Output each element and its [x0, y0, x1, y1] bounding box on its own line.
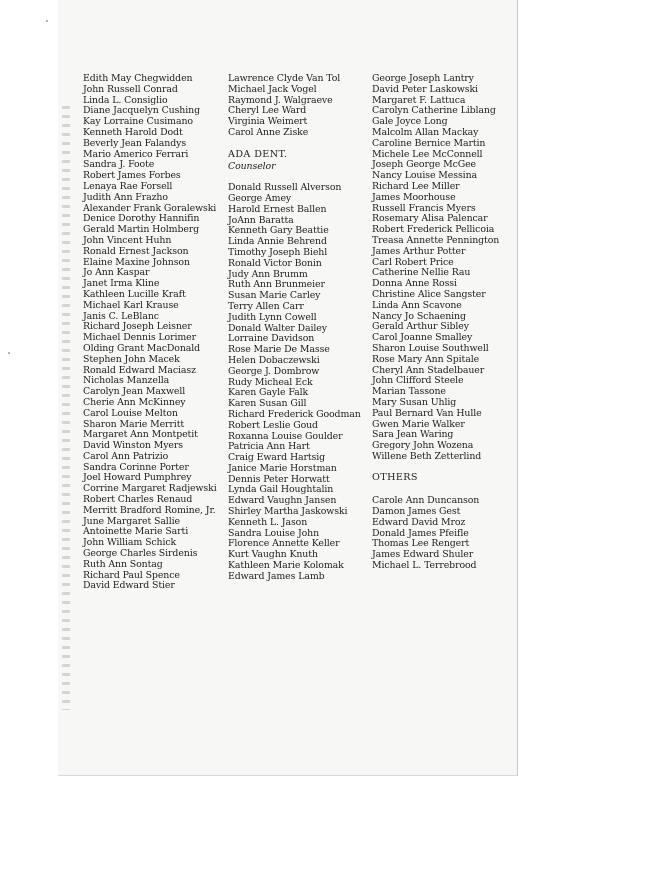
- name-entry: Mary Susan Uhlig: [372, 396, 457, 408]
- name-entry: Lorraine Davidson: [228, 333, 315, 345]
- name-entry: Michael Karl Krause: [83, 299, 179, 311]
- name-entry: JoAnn Baratta: [228, 214, 294, 226]
- name-entry: Christine Alice Sangster: [372, 288, 486, 300]
- name-entry: Roxanna Louise Goulder: [228, 430, 343, 442]
- name-entry: Alexander Frank Goralewski: [83, 202, 217, 214]
- name-entry: Janet Irma Kline: [83, 278, 160, 290]
- names-column-2: [228, 74, 361, 583]
- name-entry: Robert James Forbes: [83, 170, 181, 182]
- name-entry: Sara Jean Waring: [372, 429, 454, 441]
- name-entry: Jo Ann Kaspar: [83, 267, 150, 279]
- name-entry: Carole Ann Duncanson: [372, 495, 480, 507]
- names-list-top: [372, 74, 499, 463]
- name-entry: Edward David Mroz: [372, 516, 466, 528]
- name-entry: Olding Grant MacDonald: [83, 342, 201, 354]
- name-entry: Elaine Maxine Johnson: [83, 256, 190, 268]
- name-entry: Denice Dorothy Hannifin: [83, 213, 200, 225]
- paper-speck: [46, 20, 48, 22]
- name-entry: June Margaret Sallie: [83, 515, 180, 527]
- name-entry: Caroline Bernice Martin: [372, 137, 486, 149]
- name-entry: Terry Allen Carr: [228, 300, 304, 312]
- name-entry: Michele Lee McConnell: [372, 148, 483, 160]
- name-entry: Diane Jacquelyn Cushing: [83, 105, 200, 117]
- name-entry: Michael Jack Vogel: [228, 83, 317, 95]
- name-entry: Ronald Ernest Jackson: [83, 245, 189, 257]
- name-entry: Donald Walter Dailey: [228, 322, 327, 334]
- name-entry: Michael Dennis Lorimer: [83, 332, 197, 344]
- name-entry: Carolyn Jean Maxwell: [83, 386, 186, 398]
- name-entry: Nancy Louise Messina: [372, 170, 477, 182]
- name-entry: Mario Americo Ferrari: [83, 148, 189, 160]
- name-entry: Robert Leslie Goud: [228, 419, 318, 431]
- names-column-1: [83, 74, 217, 592]
- name-entry: Gwen Marie Walker: [372, 418, 465, 430]
- name-entry: Kathleen Lucille Kraft: [83, 288, 186, 300]
- name-entry: Gerald Martin Holmberg: [83, 224, 200, 236]
- name-entry: Nancy Jo Schaening: [372, 310, 466, 322]
- name-entry: Marian Tassone: [372, 386, 446, 398]
- name-entry: Florence Annette Keller: [228, 538, 340, 550]
- name-entry: Linda Ann Scavone: [372, 299, 462, 311]
- name-entry: Richard Lee Miller: [372, 180, 460, 192]
- name-entry: Kay Lorraine Cusimano: [83, 116, 193, 128]
- name-entry: Rosemary Alisa Palencar: [372, 213, 488, 225]
- name-entry: Sandra Corinne Porter: [83, 461, 189, 473]
- name-entry: Margaret F. Lattuca: [372, 94, 466, 106]
- name-entry: David Peter Laskowski: [372, 83, 478, 95]
- name-entry: Edith May Chegwidden: [83, 73, 193, 84]
- name-entry: Ruth Ann Brunmeier: [228, 279, 325, 291]
- name-entry: Helen Dobaczewski: [228, 354, 320, 366]
- name-entry: Kenneth Gary Beattie: [228, 225, 329, 237]
- name-entry: Janis C. LeBlanc: [83, 310, 159, 322]
- name-entry: Malcolm Allan Mackay: [372, 126, 479, 138]
- name-entry: Cheryl Lee Ward: [228, 105, 307, 117]
- section-heading-others: OTHERS: [372, 472, 418, 484]
- name-entry: Thomas Lee Rengert: [372, 538, 470, 550]
- name-entry: Judith Ann Frazho: [83, 191, 168, 203]
- name-entry: Donald Russell Alverson: [228, 182, 342, 194]
- name-entry: James Arthur Potter: [372, 245, 466, 257]
- paper-speck: [8, 352, 10, 354]
- name-entry: Willene Beth Zetterlind: [372, 450, 482, 462]
- name-entry: Russell Francis Myers: [372, 202, 476, 214]
- name-entry: Judy Ann Brumm: [228, 268, 308, 280]
- name-entry: Robert Frederick Pellicoia: [372, 224, 495, 236]
- name-entry: Michael L. Terrebrood: [372, 560, 477, 572]
- name-entry: Lynda Gail Houghtalin: [228, 484, 334, 496]
- name-entry: Virginia Weimert: [228, 116, 308, 128]
- names-column-3: [372, 74, 499, 572]
- name-entry: Rose Mary Ann Spitale: [372, 353, 480, 365]
- name-entry: Kurt Vaughn Knuth: [228, 549, 318, 561]
- name-entry: Craig Eward Hartsig: [228, 452, 326, 464]
- name-entry: Donald James Pfeifle: [372, 527, 469, 539]
- name-entry: David Winston Myers: [83, 440, 183, 452]
- name-entry: Richard Frederick Goodman: [228, 408, 361, 420]
- name-entry: Sandra Louise John: [228, 527, 320, 539]
- name-entry: Carol Louise Melton: [83, 407, 178, 419]
- name-entry: Timothy Joseph Biehl: [228, 246, 328, 258]
- name-entry: Susan Marie Carley: [228, 290, 321, 302]
- name-entry: Linda Annie Behrend: [228, 236, 327, 248]
- name-entry: Carl Robert Price: [372, 256, 454, 268]
- name-entry: Linda L. Consiglio: [83, 94, 168, 106]
- name-entry: John Clifford Steele: [372, 375, 464, 387]
- name-entry: Sharon Marie Merritt: [83, 418, 185, 430]
- name-entry: George Charles Sirdenis: [83, 548, 198, 560]
- name-entry: Carol Ann Patrizio: [83, 450, 169, 462]
- names-list-top: [228, 74, 361, 139]
- name-entry: Corrine Margaret Radjewski: [83, 483, 217, 495]
- name-entry: Damon James Gest: [372, 506, 461, 518]
- left-fold-edge: [62, 100, 70, 710]
- name-entry: Kenneth Harold Dodt: [83, 126, 183, 138]
- name-entry: Kenneth L. Jason: [228, 516, 308, 528]
- name-entry: Lawrence Clyde Van Tol: [228, 73, 341, 84]
- name-entry: Gerald Arthur Sibley: [372, 321, 469, 333]
- name-entry: Ruth Ann Sontag: [83, 558, 163, 570]
- name-entry: John Vincent Huhn: [83, 234, 172, 246]
- name-entry: Margaret Ann Montpetit: [83, 429, 198, 441]
- name-entry: Karen Gayle Falk: [228, 387, 309, 399]
- name-entry: Donna Anne Rossi: [372, 278, 457, 290]
- name-entry: George J. Dombrow: [228, 365, 320, 377]
- name-entry: David Edward Stier: [83, 580, 175, 592]
- name-entry: Richard Joseph Leisner: [83, 321, 192, 333]
- name-entry: Carol Joanne Smalley: [372, 332, 473, 344]
- name-entry: James Edward Shuler: [372, 549, 474, 561]
- name-entry: Kathleen Marie Kolomak: [228, 560, 344, 572]
- name-entry: John Russell Conrad: [83, 83, 178, 95]
- name-entry: Robert Charles Renaud: [83, 494, 193, 506]
- name-entry: Merritt Bradford Romine, Jr.: [83, 504, 216, 516]
- name-entry: Carol Anne Ziske: [228, 126, 309, 138]
- name-entry: James Moorhouse: [372, 191, 456, 203]
- name-entry: Richard Paul Spence: [83, 569, 180, 581]
- name-entry: Joel Howard Pumphrey: [83, 472, 192, 484]
- name-entry: Rudy Micheal Eck: [228, 376, 313, 388]
- name-entry: Shirley Martha Jaskowski: [228, 506, 348, 518]
- names-list-bottom: [372, 496, 499, 572]
- name-entry: Paul Bernard Van Hulle: [372, 407, 482, 419]
- name-entry: Edward James Lamb: [228, 570, 325, 582]
- name-entry: Sandra J. Foote: [83, 159, 155, 171]
- name-entry: Karen Susan Gill: [228, 398, 307, 410]
- name-entry: Beverly Jean Falandys: [83, 137, 187, 149]
- name-entry: Cheryl Ann Stadelbauer: [372, 364, 485, 376]
- name-entry: Patricia Ann Hart: [228, 441, 310, 453]
- name-entry: Harold Ernest Ballen: [228, 203, 327, 215]
- name-entry: Sharon Louise Southwell: [372, 342, 489, 354]
- name-entry: Antoinette Marie Sarti: [83, 526, 189, 538]
- name-entry: Gregory John Wozena: [372, 440, 474, 452]
- name-entry: Janice Marie Horstman: [228, 462, 337, 474]
- name-entry: Joseph George McGee: [372, 159, 477, 171]
- name-entry: Judith Lynn Cowell: [228, 311, 317, 323]
- name-entry: John William Schick: [83, 537, 177, 549]
- name-entry: Dennis Peter Horwatt: [228, 473, 330, 485]
- section-heading-ada-dent: ADA DENT.: [228, 148, 288, 160]
- name-entry: George Joseph Lantry: [372, 73, 474, 84]
- section-subheading-counselor: Counselor: [228, 160, 276, 172]
- name-entry: Edward Vaughn Jansen: [228, 495, 337, 507]
- name-entry: Lenaya Rae Forsell: [83, 180, 173, 192]
- name-entry: Ronald Victor Bonin: [228, 257, 322, 269]
- names-list-bottom: [228, 183, 361, 582]
- name-entry: George Amey: [228, 192, 292, 204]
- spacer: [228, 139, 361, 150]
- name-entry: Nicholas Manzella: [83, 375, 170, 387]
- name-entry: Raymond J. Walgraeve: [228, 94, 333, 106]
- name-entry: Treasa Annette Pennington: [372, 234, 500, 246]
- name-entry: Gale Joyce Long: [372, 116, 448, 128]
- name-entry: Catherine Nellie Rau: [372, 267, 471, 279]
- name-entry: Rose Marie De Masse: [228, 344, 330, 356]
- name-entry: Stephen John Macek: [83, 353, 180, 365]
- name-entry: Cherie Ann McKinney: [83, 396, 186, 408]
- name-entry: Ronald Edward Maciasz: [83, 364, 196, 376]
- name-entry: Carolyn Catherine Liblang: [372, 105, 496, 117]
